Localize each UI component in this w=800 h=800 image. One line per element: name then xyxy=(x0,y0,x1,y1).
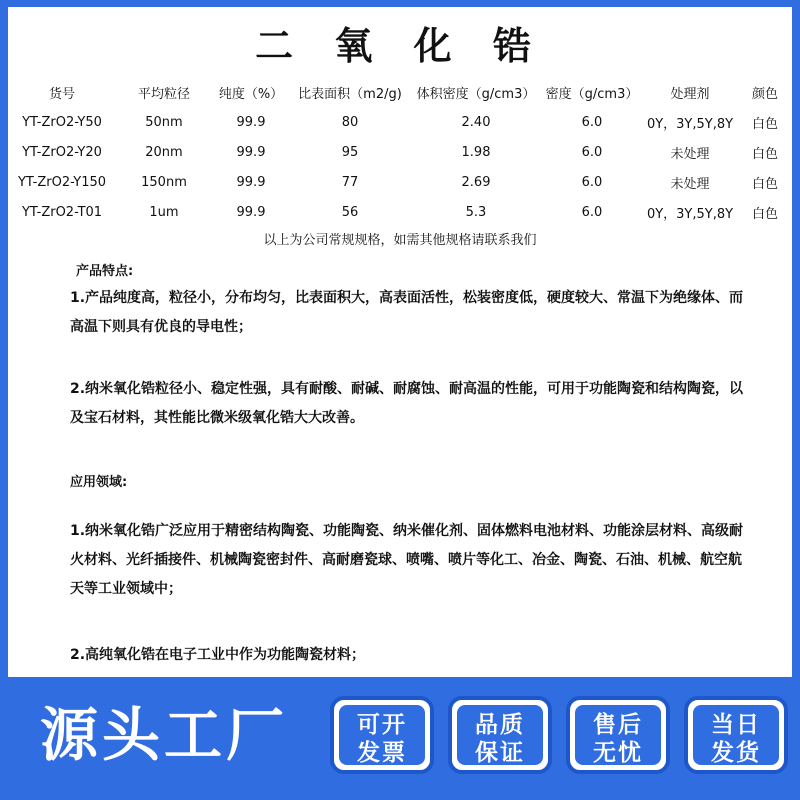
table-cell: 20nm xyxy=(145,144,183,160)
col-header: 货号 xyxy=(48,86,75,102)
promo-banner xyxy=(0,678,800,800)
badge-line: 发票 xyxy=(357,740,407,766)
table-row xyxy=(8,107,792,137)
badge-inner xyxy=(575,705,661,765)
table-cell: YT-ZrO2-Y20 xyxy=(22,144,102,160)
badge-line: 无忧 xyxy=(593,740,643,766)
col-header: 密度（g/cm3） xyxy=(545,86,639,102)
badge-after-sales xyxy=(566,696,670,774)
table-cell: 0Y，3Y,5Y,8Y xyxy=(646,206,734,222)
features-paragraph-1: 1.产品纯度高，粒径小，分布均匀，比表面积大，高表面活性，松装密度低，硬度较大、常温下为绝缘体、而高温下则具有优良的导电性； xyxy=(70,290,744,335)
badge-invoice xyxy=(330,696,434,774)
table-cell: 99.9 xyxy=(236,144,266,160)
applications-paragraph-2: 2.高纯氧化锆在电子工业中作为功能陶瓷材料； xyxy=(70,647,366,663)
table-row xyxy=(8,167,792,197)
badge-inner xyxy=(693,705,779,765)
table-cell: 80 xyxy=(341,114,359,130)
badge-inner xyxy=(339,705,425,765)
spec-table xyxy=(8,77,792,227)
table-cell: 1um xyxy=(149,204,179,220)
badge-line: 当日 xyxy=(711,712,761,738)
contact-note: 以上为公司常规规格，如需其他规格请联系我们 xyxy=(263,233,537,248)
badge-line: 保证 xyxy=(475,740,525,766)
table-cell: 白色 xyxy=(751,206,778,222)
col-header: 纯度（%） xyxy=(218,86,284,102)
table-cell: 5.3 xyxy=(465,204,487,220)
badge-line: 发货 xyxy=(711,740,761,766)
table-row xyxy=(8,197,792,227)
badge-same-day-shipping xyxy=(684,696,788,774)
table-cell: 6.0 xyxy=(581,204,603,220)
applications-paragraph-1: 1.纳米氧化锆广泛应用于精密结构陶瓷、功能陶瓷、纳米催化剂、固体燃料电池材料、功能涂层材料、高级耐火材料、光纤插接件、机械陶瓷密封件、高耐磨瓷球、喷嘴、喷片等化工、冶金、陶瓷、石油、机械、航空航天等工业领域中； xyxy=(70,523,744,597)
table-cell: 未处理 xyxy=(670,176,710,192)
table-cell: YT-ZrO2-Y50 xyxy=(22,114,102,130)
table-cell: 99.9 xyxy=(236,174,266,190)
table-cell: 白色 xyxy=(751,176,778,192)
page-title: 二 氧 化 锆 xyxy=(255,24,545,68)
table-cell: 95 xyxy=(341,144,359,160)
col-header: 体积密度（g/cm3） xyxy=(416,86,536,102)
col-header: 颜色 xyxy=(751,86,778,102)
table-cell: 白色 xyxy=(751,146,778,162)
badge-line: 可开 xyxy=(357,712,407,738)
table-cell: 2.69 xyxy=(461,174,491,190)
table-cell: 56 xyxy=(341,204,359,220)
table-cell: 6.0 xyxy=(581,144,603,160)
table-cell: 6.0 xyxy=(581,114,603,130)
col-header: 处理剂 xyxy=(670,86,710,102)
badge-line: 品质 xyxy=(475,712,525,738)
features-paragraph-2: 2.纳米氧化锆粒径小、稳定性强，具有耐酸、耐碱、耐腐蚀、耐高温的性能，可用于功能陶瓷和结构陶瓷，以及宝石材料，其性能比微米级氧化锆大大改善。 xyxy=(70,381,744,426)
badge-inner xyxy=(457,705,543,765)
features-heading: 产品特点: xyxy=(76,264,134,279)
col-header: 平均粒径 xyxy=(137,86,190,102)
table-cell: 6.0 xyxy=(581,174,603,190)
table-cell: YT-ZrO2-T01 xyxy=(21,204,103,220)
table-cell: 未处理 xyxy=(670,146,710,162)
table-cell: YT-ZrO2-Y150 xyxy=(17,174,107,190)
table-cell: 2.40 xyxy=(461,114,491,130)
table-cell: 1.98 xyxy=(461,144,491,160)
product-panel xyxy=(8,7,792,677)
banner-main-text: 源头工厂 xyxy=(39,701,288,769)
badge-line: 售后 xyxy=(593,712,643,738)
table-cell: 白色 xyxy=(751,116,778,132)
table-cell: 99.9 xyxy=(236,204,266,220)
badge-quality xyxy=(448,696,552,774)
table-header-row xyxy=(8,77,792,107)
table-cell: 77 xyxy=(341,174,359,190)
table-cell: 0Y，3Y,5Y,8Y xyxy=(646,116,734,132)
table-cell: 99.9 xyxy=(236,114,266,130)
applications-heading: 应用领域: xyxy=(70,475,128,490)
table-cell: 50nm xyxy=(145,114,183,130)
table-cell: 150nm xyxy=(141,174,187,190)
table-row xyxy=(8,137,792,167)
col-header: 比表面积（m2/g) xyxy=(298,86,402,102)
